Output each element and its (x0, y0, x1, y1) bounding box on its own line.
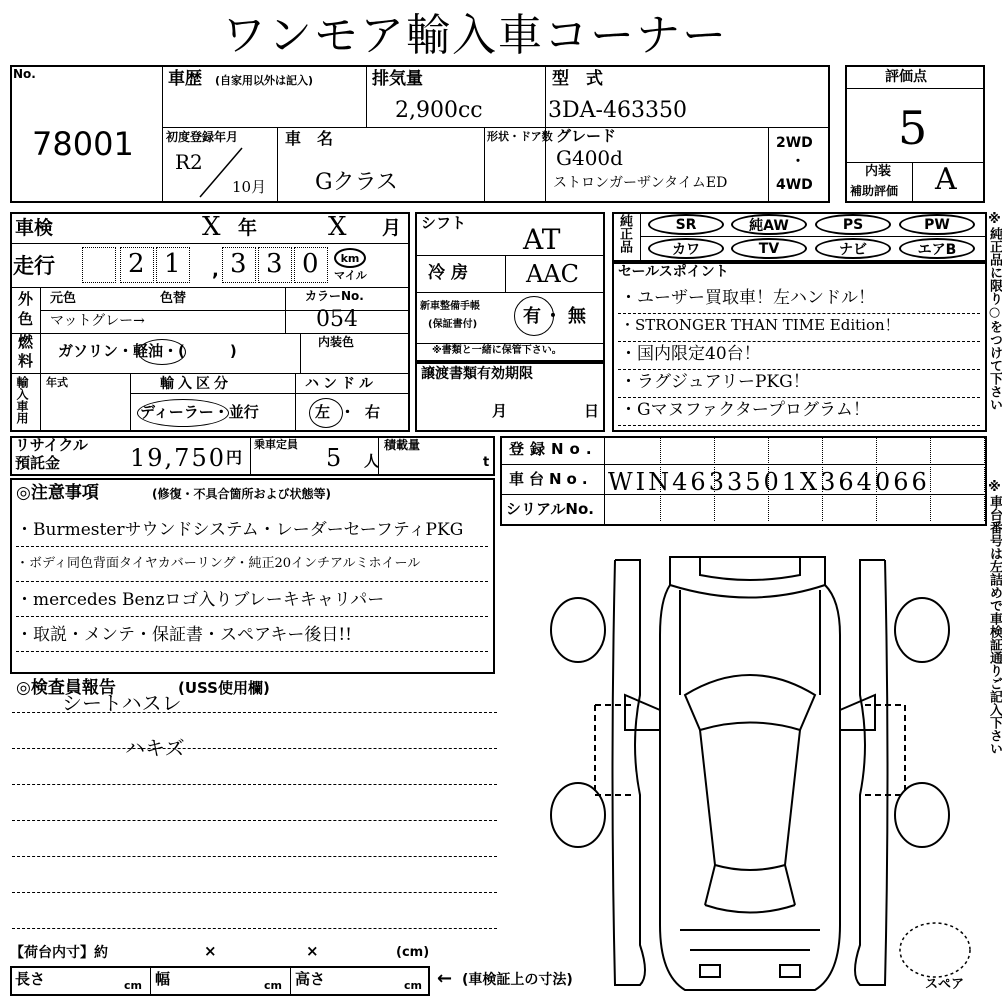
dims-note: (車検証上の寸法) (462, 972, 573, 988)
equipment-item: TV (731, 238, 807, 259)
dims-length-unit: cm (124, 979, 142, 992)
manual-line2: (保証書付) (428, 319, 478, 330)
dims-length-label: 長さ (15, 970, 46, 988)
drive-4wd: 4WD (776, 177, 813, 193)
inspector-line-1: シートハスレ (62, 691, 182, 715)
first-reg-label: 初度登録年月 (166, 130, 239, 144)
recycle-label-2: 預託金 (15, 454, 61, 472)
note-line: ・Burmesterサウンドシステム・レーダーセーフティPKG (16, 520, 464, 540)
inspector-rule (12, 928, 497, 929)
inspector-line-2: ハキズ (125, 736, 185, 760)
note-line: ・mercedes Benzロゴ入りブレーキキャリパー (16, 590, 385, 610)
registration-cell-divider (984, 467, 985, 492)
registration-cell-divider (714, 438, 715, 463)
dims-height-unit: cm (404, 979, 422, 992)
shift-label: シフト (421, 214, 467, 232)
notes-label: ◎注意事項 (16, 483, 99, 503)
manual-no: 無 (568, 306, 586, 327)
model-label: 型 式 (552, 69, 603, 89)
sales-point-line: ・ラグジュアリーPKG！ (620, 372, 810, 392)
odometer-digit: 1 (164, 249, 181, 279)
color-code: 054 (316, 307, 358, 332)
inspector-rule (12, 784, 497, 785)
load-label: 積載量 (384, 438, 421, 452)
registration-cell-divider (660, 438, 661, 463)
registration-cell-divider (768, 438, 769, 463)
note-line: ・ボディ同色背面タイヤカバーリング・純正20インチアルミホイール (16, 556, 421, 571)
sales-points-label: セールスポイント (618, 264, 729, 280)
note-rule (16, 651, 488, 652)
color-code-label: カラーNo. (305, 289, 364, 303)
odometer-digit: 0 (302, 249, 319, 279)
inspection-year-label: 年 (238, 217, 258, 239)
cargo-unit: (cm) (396, 945, 430, 960)
car-name-label: 車 名 (285, 129, 334, 148)
manual-sep: ・ (544, 306, 562, 327)
shape-label: 形状・ドア数 (487, 130, 553, 143)
inspector-rule (12, 820, 497, 821)
registration-cell-divider (930, 438, 931, 463)
fuel-options: ガソリン・軽油・( ) (58, 342, 237, 360)
side-note-equipment: ※純正品に限り○をつけて下さい (987, 212, 1002, 411)
interior-label-2: 補助評価 (850, 184, 899, 198)
import-label: 輸入車用 (15, 376, 29, 424)
manual-line1: 新車整備手帳 (420, 301, 480, 312)
chassis-value: WIN4633501X364066 (608, 468, 930, 496)
transfer-month: 月 (492, 402, 508, 420)
cargo-x2: × (306, 942, 319, 960)
color-orig-label: 元色 (50, 291, 77, 306)
import-kubun: ディーラー・並行 (140, 403, 259, 421)
mileage-unit-km: km (334, 248, 366, 268)
note-line: ・取説・メンテ・保証書・スペアキー後日!! (16, 625, 352, 645)
ac-value: AAC (526, 260, 580, 288)
registration-cell-divider (876, 467, 877, 492)
inspector-rule (12, 892, 497, 893)
drive-dot: ・ (791, 154, 805, 170)
dims-width-label: 幅 (155, 970, 171, 988)
manual-note: ※書類と一緒に保管下さい。 (432, 345, 562, 356)
car-diagram (540, 545, 980, 1005)
dims-width-unit: cm (264, 979, 282, 992)
lot-label: No. (13, 67, 36, 81)
history-label: 車歴 (168, 69, 202, 89)
registration-cell-divider (876, 496, 877, 521)
interior-label-1: 内装 (865, 164, 892, 179)
inspection-label: 車検 (15, 217, 54, 239)
cargo-x1: × (204, 942, 217, 960)
import-handle: 左・右 (315, 403, 391, 421)
kubun-dealer-circle (137, 399, 229, 427)
odometer-digit: 3 (266, 249, 283, 279)
chassis-label: 車台No. (509, 470, 593, 488)
note-rule (16, 581, 488, 582)
registration-cell-divider (822, 496, 823, 521)
grade-line1: G400d (556, 146, 623, 170)
mileage-unit-mile: マイル (334, 269, 367, 282)
odometer-digit: 2 (128, 249, 145, 279)
serial-label: シリアルNo. (506, 500, 594, 518)
grade-line2: ストロンガーザンタイムED (553, 175, 728, 191)
spare-label: スペア (925, 977, 965, 992)
inspector-rule (12, 748, 497, 749)
recycle-value: 19,750 (130, 444, 226, 472)
equipment-item: SR (648, 214, 724, 235)
interior-value: A (935, 162, 957, 197)
recycle-label-1: リサイクル (15, 436, 88, 454)
capacity-unit: 人 (364, 452, 380, 470)
lot-number: 78001 (32, 125, 134, 163)
equipment-item: PW (899, 214, 975, 235)
sales-point-line: ・STRONGER THAN TIME Edition！ (620, 316, 900, 334)
interior-color-label: 内装色 (318, 335, 355, 349)
rating-value: 5 (898, 101, 928, 155)
import-handle-label: ハンドル (305, 376, 377, 392)
color-label-ext-1: 外 (18, 290, 34, 308)
registration-cell-divider (768, 467, 769, 492)
dims-arrow: ← (437, 968, 453, 989)
equipment-label: 純正品 (617, 214, 632, 253)
ac-label: 冷房 (428, 263, 474, 283)
equipment-item: 純AW (731, 214, 807, 235)
displacement-label: 排気量 (372, 69, 423, 89)
equipment-item: ナビ (815, 238, 891, 259)
registration-cell-divider (930, 467, 931, 492)
sales-point-rule (618, 425, 980, 426)
sales-point-rule (618, 313, 980, 314)
registration-cell-divider (714, 496, 715, 521)
handle-left-circle (309, 398, 343, 428)
inspection-year-value: X (202, 212, 221, 242)
inspector-label: ◎検査員報告 (16, 678, 116, 698)
fuel-diesel-circle (138, 339, 186, 365)
transfer-day: 日 (584, 402, 600, 420)
grade-label: グレード (556, 127, 617, 145)
shift-value: AT (523, 223, 561, 256)
equipment-item: PS (815, 214, 891, 235)
inspection-month-label: 月 (382, 217, 402, 239)
sales-point-line: ・Gマヌファクタープログラム！ (620, 400, 870, 420)
first-reg-year: R2 (175, 150, 203, 174)
sales-point-rule (618, 369, 980, 370)
inspector-rule (12, 712, 497, 713)
page-title: ワンモア輸入車コーナー (222, 10, 728, 61)
car-name-value: Gクラス (315, 170, 398, 195)
history-note: (自家用以外は記入) (215, 74, 314, 87)
manual-yes: 有 (523, 306, 541, 327)
registration-cell-divider (984, 496, 985, 521)
mileage-comma: , (212, 260, 219, 281)
registration-cell-divider (876, 438, 877, 463)
odometer-digit-cell (82, 247, 116, 283)
rating-label: 評価点 (885, 69, 927, 85)
displacement-value: 2,900cc (395, 98, 483, 123)
equipment-item: エアB (899, 238, 975, 259)
inspector-sub: (USS使用欄) (178, 679, 270, 697)
dims-frame (10, 966, 430, 996)
import-year-label: 年式 (46, 376, 68, 389)
note-rule (16, 546, 488, 547)
cargo-label: 【荷台内寸】約 (10, 945, 108, 961)
manual-yes-circle (514, 296, 554, 336)
registration-cell-divider (660, 496, 661, 521)
registration-cell-divider (930, 496, 931, 521)
load-unit: t (483, 455, 490, 470)
equipment-item: カワ (648, 238, 724, 259)
color-value: マットグレー→ (50, 313, 145, 329)
model-value: 3DA-463350 (548, 98, 687, 123)
drive-2wd: 2WD (776, 135, 813, 151)
registration-cell-divider (768, 496, 769, 521)
registration-cell-divider (714, 467, 715, 492)
notes-sub: (修復・不具合箇所および状態等) (152, 487, 331, 501)
import-kubun-label: 輸入区分 (160, 376, 232, 392)
side-note-chassis: ※車台番号は左詰めで車検証通りご記入下さい (987, 480, 1002, 755)
inspection-month-value: X (328, 212, 347, 242)
mileage-label: 走行 (13, 254, 55, 278)
registration-cell-divider (822, 438, 823, 463)
dims-height-label: 高さ (295, 970, 326, 988)
registration-cell-divider (984, 438, 985, 463)
capacity-label: 乗車定員 (254, 438, 298, 451)
fuel-label-2: 料 (18, 352, 34, 370)
sales-point-line: ・国内限定40台！ (620, 344, 761, 364)
inspector-rule (12, 856, 497, 857)
capacity-value: 5 (326, 444, 342, 472)
fuel-label-1: 燃 (18, 333, 34, 351)
sales-point-rule (618, 341, 980, 342)
odometer-digit: 3 (230, 249, 247, 279)
transfer-label: 譲渡書類有効期限 (421, 366, 533, 382)
color-label-ext-2: 色 (18, 310, 34, 328)
note-rule (16, 616, 488, 617)
registration-cell-divider (660, 467, 661, 492)
sales-point-rule (618, 397, 980, 398)
color-repaint-label: 色替 (160, 291, 187, 306)
first-reg-month: 10月 (232, 178, 267, 196)
registration-label: 登録No. (509, 440, 598, 458)
recycle-unit: 円 (226, 448, 243, 467)
registration-cell-divider (822, 467, 823, 492)
sales-point-line: ・ユーザー買取車！左ハンドル！ (620, 288, 875, 308)
